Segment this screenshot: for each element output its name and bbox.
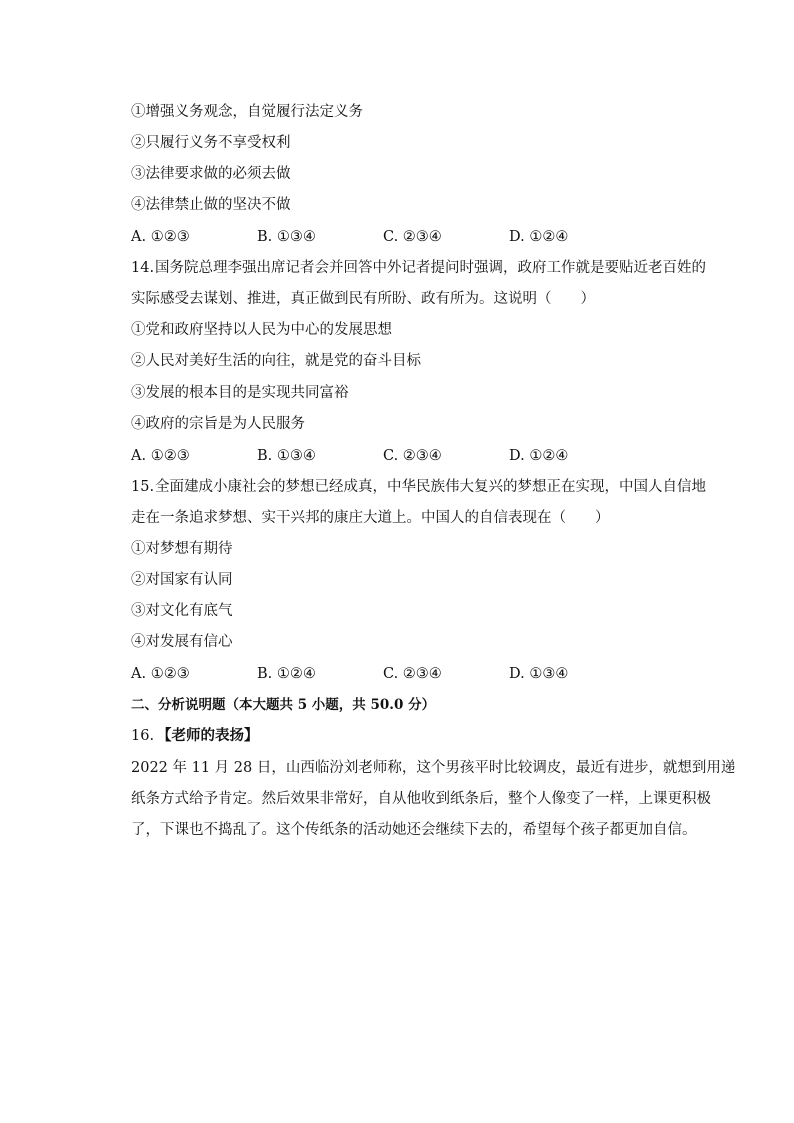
q15-statement-1: ①对梦想有期待 (131, 541, 233, 557)
q15-stem-text-1: 全面建成小康社会的梦想已经成真，中华民族伟大复兴的梦想正在实现，中国人自信地 (155, 479, 706, 495)
q16-title: 【老师的表扬】 (157, 727, 259, 744)
q16-paragraph-line-2: 纸条方式给予肯定。然后效果非常好，自从他收到纸条后，整个人像变了一样，上课更积极 (131, 791, 711, 807)
q16-title-line (131, 726, 259, 746)
q16-paragraph-line-3: 了，下课也不捣乱了。这个传纸条的活动她还会继续下去的，希望每个孩子都更加自信。 (131, 822, 697, 838)
q14-option-a: A. ①②③ (131, 448, 190, 464)
q15-statement-4: ④对发展有信心 (131, 634, 233, 650)
q13-option-d: D. ①②④ (509, 229, 569, 245)
q14-stem-line-2: 实际感受去谋划、推进，真正做到民有所盼、政有所为。这说明（ ） (131, 291, 595, 307)
q15-option-c: C. ②③④ (383, 666, 442, 682)
q13-option-b: B. ①③④ (257, 229, 316, 245)
q13-statement-1: ①增强义务观念，自觉履行法定义务 (131, 104, 363, 120)
q13-statement-4: ④法律禁止做的坚决不做 (131, 197, 291, 213)
q15-statement-3: ③对文化有底气 (131, 603, 233, 619)
q15-stem-line-2: 走在一条追求梦想、实干兴邦的康庄大道上。中国人的自信表现在（ ） (131, 510, 610, 526)
q14-option-d: D. ①②④ (509, 448, 569, 464)
q14-statement-3: ③发展的根本目的是实现共同富裕 (131, 385, 349, 401)
q14-stem-text-1: 国务院总理李强出席记者会并回答中外记者提问时强调，政府工作就是要贴近老百姓的 (155, 260, 706, 276)
section-2-heading: 二、分析说明题（本大题共 5 小题，共 50.0 分） (131, 697, 436, 713)
q16-paragraph-line-1: 2022 年 11 月 28 日，山西临汾刘老师称，这个男孩平时比较调皮，最近有进步，就想到用递 (131, 760, 736, 776)
q14-number: 14. (131, 260, 155, 276)
q15-stem-line-1 (131, 477, 706, 497)
q14-statement-1: ①党和政府坚持以人民为中心的发展思想 (131, 322, 392, 338)
q13-option-c: C. ②③④ (383, 229, 442, 245)
q14-stem-line-1 (131, 258, 706, 278)
q13-statement-2: ②只履行义务不享受权利 (131, 135, 291, 151)
q15-number: 15. (131, 479, 155, 495)
q15-statement-2: ②对国家有认同 (131, 572, 233, 588)
q16-number: 16. (131, 728, 155, 744)
q13-option-a: A. ①②③ (131, 229, 190, 245)
q14-statement-2: ②人民对美好生活的向往，就是党的奋斗目标 (131, 353, 421, 369)
q13-statement-3: ③法律要求做的必须去做 (131, 166, 291, 182)
q15-option-a: A. ①②③ (131, 666, 190, 682)
q14-option-c: C. ②③④ (383, 448, 442, 464)
q15-option-b: B. ①②④ (257, 666, 316, 682)
q14-option-b: B. ①③④ (257, 448, 316, 464)
q15-option-d: D. ①③④ (509, 666, 569, 682)
q14-statement-4: ④政府的宗旨是为人民服务 (131, 416, 305, 432)
